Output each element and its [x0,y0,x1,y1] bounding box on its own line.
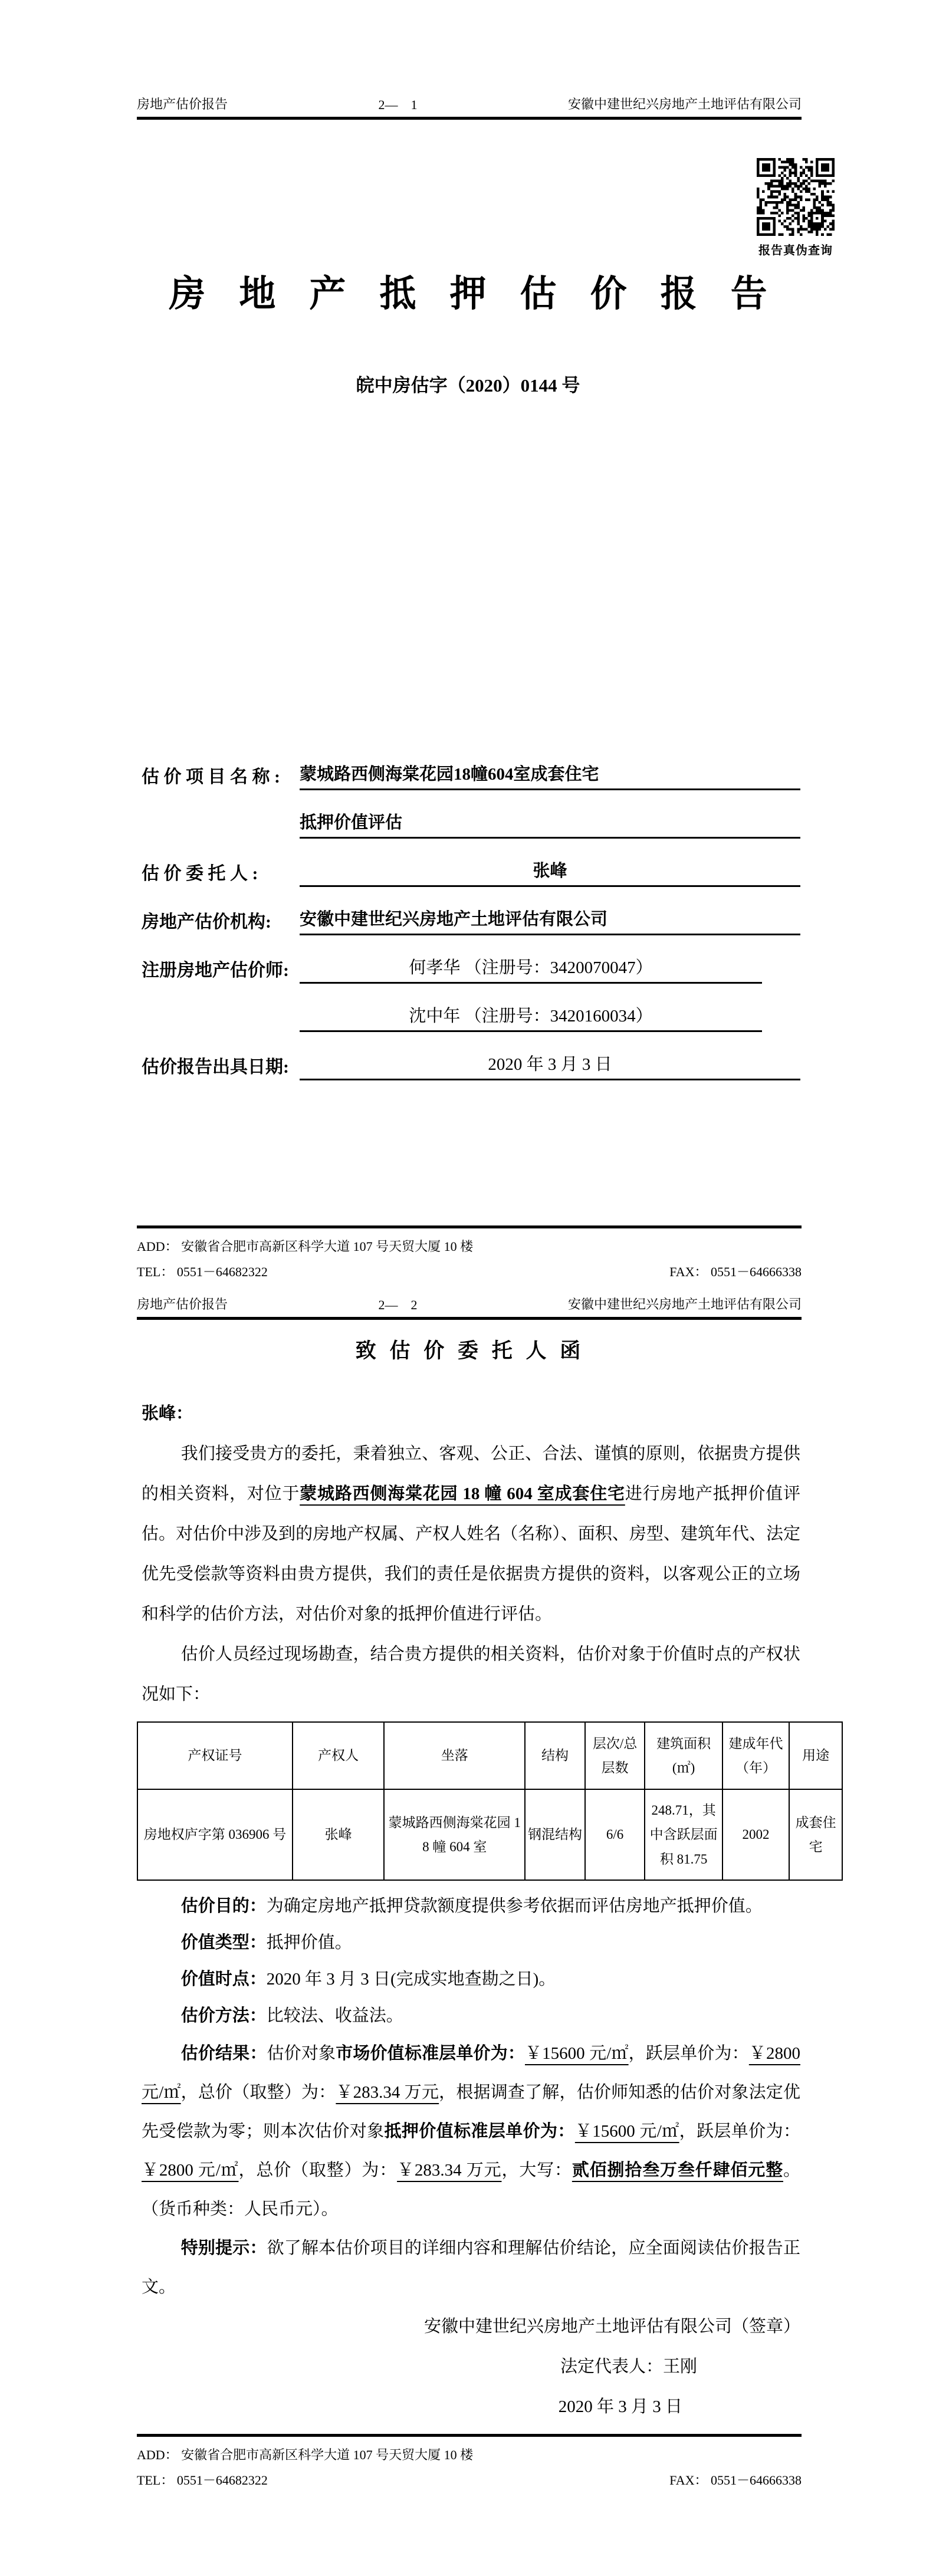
section-value-date-label: 价值时点： [180,1970,267,1989]
section-result [142,2034,800,2229]
col-usage: 用途 [789,1722,842,1789]
field-project-name-label: 估 价 项 目 名 称 : [142,767,280,787]
footer-tel: TEL： 0551－64682322 [137,2473,268,2488]
col-certificate-no: 产权证号 [137,1722,293,1789]
result-text: 估价对象 [267,2044,336,2063]
result-text: ，跃层单价为： [679,2122,800,2141]
field-project-name-line2 [142,790,800,839]
cell-year-built: 2002 [722,1789,790,1880]
page-2-footer [137,2434,802,2493]
field-appraiser-2 [142,984,800,1032]
section-value-date [142,1961,800,1997]
field-project-name-value-line2: 抵押价值评估 [300,809,800,839]
cell-usage: 成套住宅 [789,1789,842,1880]
result-market-price-label: 市场价值标准层单价为： [336,2044,525,2063]
qr-verification-block [754,158,837,258]
section-value-type-label: 价值类型： [180,1933,267,1952]
report-title: 房地产抵押估价报告 [169,274,801,314]
report-number: 皖中房估字（2020）0144 号 [356,375,580,396]
field-project-name-value: 蒙城路西侧海棠花园18幢604室成套住宅 [300,761,800,790]
col-floor: 层次/总层数 [585,1722,645,1789]
ownership-table [137,1721,843,1881]
section-value-type-text: 抵押价值。 [266,1933,352,1952]
field-report-date-value: 2020 年 3 月 3 日 [300,1051,800,1080]
col-location: 坐落 [384,1722,525,1789]
field-appraiser-1 [142,935,800,984]
col-owner: 产权人 [293,1722,384,1789]
result-total-price: ￥283.34 万元 [336,2083,439,2102]
field-client [142,839,800,887]
running-header-doc-type: 房地产估价报告 [137,97,228,111]
result-amount-in-words: 贰佰捌拾叁万叁仟肆佰元整 [572,2161,783,2180]
footer-tel: TEL： 0551－64682322 [137,1264,268,1280]
footer-fax: FAX： 0551－64666338 [669,2473,802,2488]
result-text: ，总价（取整）为： [238,2161,398,2180]
result-mortgage-total-price: ￥283.34 万元 [397,2161,502,2180]
result-mortgage-loft-unit-price: ￥2800 元/㎡ [142,2161,239,2180]
section-special-notice [142,2229,800,2306]
result-text: ，大写： [501,2161,572,2180]
col-structure: 结构 [525,1722,585,1789]
section-purpose-label: 估价目的： [180,1897,267,1915]
field-project-name [142,742,800,790]
table-header-row [137,1722,842,1789]
page-1-running-header [137,94,802,120]
result-text: 。（货币种类：人民币元）。 [142,2161,800,2219]
field-appraiser-1-value: 何孝华 （注册号：3420070047） [300,954,762,984]
field-report-date-label: 估价报告出具日期: [142,1057,289,1077]
result-mortgage-price-label: 抵押价值标准层单价为： [384,2122,575,2141]
page-2-running-header [137,1294,802,1320]
signature-company: 安徽中建世纪兴房地产土地评估有限公司（签章） [423,2317,800,2336]
result-loft-unit-price: ￥2800 元/㎡ [142,2044,800,2102]
letter-body [142,1394,836,2427]
field-appraiser-label: 注册房地产估价师: [142,961,289,980]
section-method-label: 估价方法： [180,2006,267,2025]
col-year-built: 建成年代（年） [722,1722,790,1789]
special-notice-text: 欲了解本估价项目的详细内容和理解估价结论，应全面阅读估价报告正文。 [142,2239,800,2296]
section-purpose-text: 为确定房地产抵押贷款额度提供参考依据而评估房地产抵押价值。 [266,1897,763,1915]
field-client-value: 张峰 [300,857,800,887]
cell-owner: 张峰 [293,1789,384,1880]
field-agency-value: 安徽中建世纪兴房地产土地评估有限公司 [300,906,800,935]
signature-block [142,2306,800,2427]
salutation: 张峰： [142,1404,193,1423]
property-name-emphasis: 蒙城路西侧海棠花园 18 幢 604 室成套住宅 [300,1484,625,1503]
field-client-label: 估 价 委 托 人 : [142,864,258,883]
paragraph-commission [142,1434,800,1634]
running-header-doc-type: 房地产估价报告 [137,1297,228,1312]
field-agency-label: 房地产估价机构: [142,912,271,932]
qr-caption: 报告真伪查询 [758,244,833,257]
page-1-footer [137,1225,802,1285]
running-header-company: 安徽中建世纪兴房地产土地评估有限公司 [567,97,802,111]
cell-location: 蒙城路西侧海棠花园 18 幢 604 室 [384,1789,525,1880]
result-standard-unit-price: ￥15600 元/㎡ [525,2044,629,2063]
page-2-letter [0,1289,936,2576]
running-header-page-number: 2— 2 [378,1297,418,1312]
paragraph-text: 进行房地产抵押价值评估。对估价中涉及到的房地产权属、产权人姓名（名称）、面积、房型、建筑年代、法定优先受偿款等资料由贵方提供，我们的责任是依据贵方提供的资料，以客观公正的立场和科学的估价方法，对估价对象的抵押价值进行评估。 [142,1484,800,1624]
field-report-date [142,1032,800,1080]
signature-date: 2020 年 3 月 3 日 [558,2397,682,2416]
special-notice-label: 特别提示： [180,2239,267,2258]
section-method-text: 比较法、收益法。 [266,2006,403,2025]
footer-contact-row [137,2468,802,2493]
signature-representative: 法定代表人：王刚 [560,2357,697,2376]
field-appraiser-2-value: 沈中年 （注册号：3420160034） [300,1003,762,1032]
footer-fax: FAX： 0551－64666338 [669,1264,802,1280]
running-header-page-number: 2— 1 [378,97,418,112]
cover-fields [142,742,800,1080]
footer-address: ADD： 安徽省合肥市高新区科学大道 107 号天贸大厦 10 楼 [137,2447,474,2463]
field-agency [142,887,800,935]
cell-structure: 钢混结构 [525,1789,585,1880]
cell-area: 248.71，其中含跃层面积 81.75 [645,1789,722,1880]
result-text: ，总价（取整）为： [180,2083,336,2102]
section-result-label: 估价结果： [180,2044,267,2063]
qr-code-icon [757,158,835,236]
footer-address: ADD： 安徽省合肥市高新区科学大道 107 号天贸大厦 10 楼 [137,1239,474,1254]
section-value-type [142,1924,800,1961]
running-header-company: 安徽中建世纪兴房地产土地评估有限公司 [567,1297,802,1312]
cell-certificate-no: 房地权庐字第 036906 号 [137,1789,293,1880]
table-row [137,1789,842,1880]
paragraph-survey: 估价人员经过现场勘查，结合贵方提供的相关资料，估价对象于价值时点的产权状况如下： [142,1645,800,1704]
footer-contact-row [137,1260,802,1285]
result-text: ，根据调查了解，估价师知悉的估价对象法定优先受偿款为零；则本次估价对象 [142,2083,800,2141]
result-mortgage-standard-unit-price: ￥15600 元/㎡ [574,2122,679,2141]
result-text: ，跃层单价为： [628,2044,749,2063]
letter-title: 致估价委托人函 [355,1339,594,1362]
section-purpose [142,1888,800,1924]
section-value-date-text: 2020 年 3 月 3 日(完成实地查勘之日)。 [266,1970,556,1989]
col-area: 建筑面积(㎡) [645,1722,722,1789]
paragraph-text: 我们接受贵方的委托，秉着独立、客观、公正、合法、谨慎的原则，依据贵方提供的相关资料，对位于 [142,1444,800,1503]
cell-floor: 6/6 [585,1789,645,1880]
section-method [142,1997,800,2034]
